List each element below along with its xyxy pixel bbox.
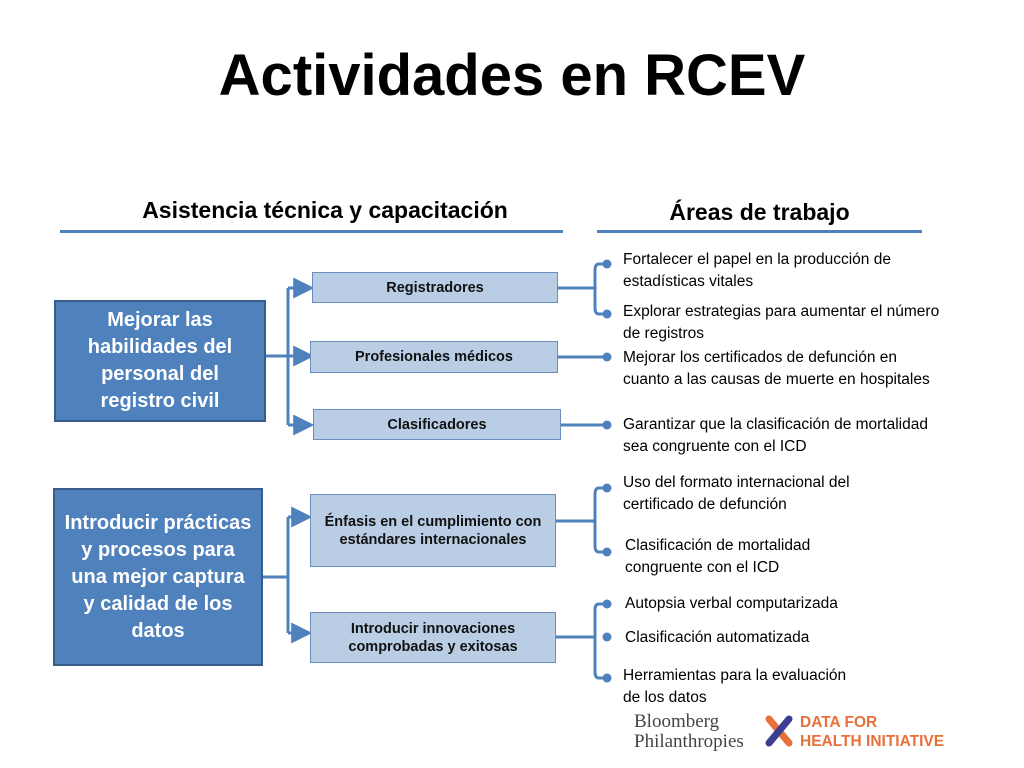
bullet-dot (603, 600, 612, 609)
header-technical-assistance: Asistencia técnica y capacitación (142, 197, 508, 223)
header-work-areas: Áreas de trabajo (669, 199, 850, 225)
bullet-dot (603, 548, 612, 557)
page-title: Actividades en RCEV (218, 43, 806, 108)
bullet-dot (603, 353, 612, 362)
connector-innovaciones-bracket (595, 604, 606, 678)
data-for-health-logo: DATA FOR HEALTH INITIATIVE (800, 714, 945, 750)
area-item: Uso del formato internacional del certificado de defunción (623, 474, 850, 513)
area-item: Clasificación de mortalidad congruente con el ICD (625, 537, 811, 576)
sub-box-enfasis-estandares: Énfasis en el cumplimiento con estándares internacionales (310, 494, 556, 567)
area-item: Autopsia verbal computarizada (625, 595, 838, 612)
sub-box-registradores: Registradores (312, 272, 558, 303)
area-item: Fortalecer el papel en la producción de estadísticas vitales (623, 251, 891, 290)
sub-box-introducir-innovaciones: Introducir innovaciones comprobadas y exitosas (310, 612, 556, 663)
bullet-dot (603, 484, 612, 493)
bullet-dot (603, 421, 612, 430)
data-for-health-x-icon (764, 714, 794, 748)
bullet-dot (603, 633, 612, 642)
bullet-dot (603, 260, 612, 269)
bullet-dot (603, 674, 612, 683)
connector-enfasis-bracket (595, 488, 606, 552)
main-box-improve-skills: Mejorar las habilidades del personal del registro civil (54, 300, 266, 422)
sub-box-clasificadores: Clasificadores (313, 409, 561, 440)
area-item: Garantizar que la clasificación de mortalidad sea congruente con el ICD (623, 416, 928, 455)
main-box-introduce-practices: Introducir prácticas y procesos para una mejor captura y calidad de los datos (53, 488, 263, 666)
bullet-dot (603, 310, 612, 319)
bloomberg-philanthropies-logo: Bloomberg Philanthropies (634, 711, 744, 752)
area-item: Mejorar los certificados de defunción en cuanto a las causas de muerte en hospitales (623, 349, 930, 388)
sub-box-profesionales-medicos: Profesionales médicos (310, 341, 558, 373)
area-item: Herramientas para la evaluación de los datos (623, 667, 847, 706)
connector-registradores-bracket (595, 264, 606, 314)
area-item: Explorar estrategias para aumentar el número de registros (623, 303, 940, 342)
area-item: Clasificación automatizada (625, 629, 810, 646)
